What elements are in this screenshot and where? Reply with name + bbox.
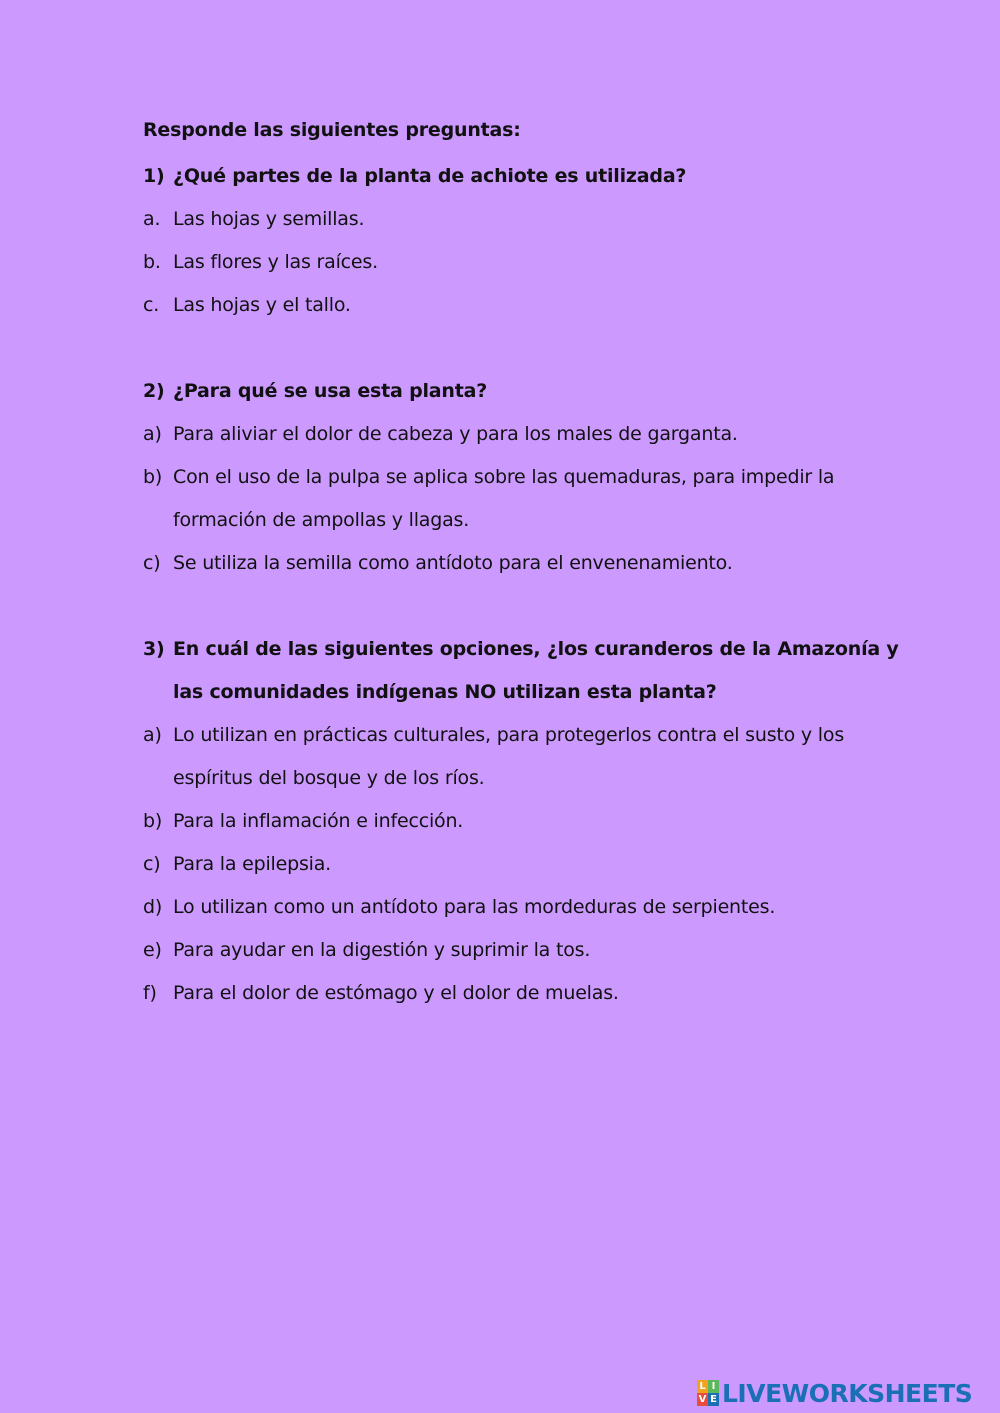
option-marker: e) <box>143 939 162 961</box>
question-3 <box>143 638 899 660</box>
question-number: 2) <box>143 380 165 402</box>
option-marker: a) <box>143 724 162 746</box>
option-text: Las hojas y el tallo. <box>173 294 351 316</box>
question-2 <box>143 380 487 402</box>
q3-option-c <box>143 853 331 875</box>
q2-option-c <box>143 552 733 574</box>
option-text: Las flores y las raíces. <box>173 251 378 273</box>
option-text: Para aliviar el dolor de cabeza y para los males de garganta. <box>173 423 738 445</box>
option-marker: c) <box>143 552 161 574</box>
option-text: Lo utilizan como un antídoto para las mordeduras de serpientes. <box>173 896 776 918</box>
question-3-continued: las comunidades indígenas NO utilizan esta planta? <box>173 681 717 703</box>
option-text: Para el dolor de estómago y el dolor de muelas. <box>173 982 619 1004</box>
question-text: ¿Qué partes de la planta de achiote es utilizada? <box>173 165 687 187</box>
question-number: 1) <box>143 165 165 187</box>
logo-letter: E <box>708 1393 719 1406</box>
logo-letter: I <box>708 1380 719 1393</box>
option-marker: c. <box>143 294 160 316</box>
q3-option-b <box>143 810 463 832</box>
option-text: Con el uso de la pulpa se aplica sobre las quemaduras, para impedir la <box>173 466 835 488</box>
q3-option-d <box>143 896 775 918</box>
question-number: 3) <box>143 638 165 660</box>
option-marker: b. <box>143 251 161 273</box>
option-marker: b) <box>143 466 163 488</box>
option-text: Para la inflamación e infección. <box>173 810 464 832</box>
q2-option-a <box>143 423 738 445</box>
option-text: Las hojas y semillas. <box>173 208 365 230</box>
logo-letter: L <box>697 1380 708 1393</box>
q1-option-b <box>143 251 378 273</box>
question-text: En cuál de las siguientes opciones, ¿los curanderos de la Amazonía y <box>173 638 899 660</box>
liveworksheets-logo-icon <box>697 1380 719 1406</box>
option-marker: f) <box>143 982 157 1004</box>
question-1 <box>143 165 686 187</box>
instructions-heading: Responde las siguientes preguntas: <box>143 119 521 141</box>
option-marker: d) <box>143 896 163 918</box>
option-text: Para ayudar en la digestión y suprimir la tos. <box>173 939 591 961</box>
logo-wordmark: LIVEWORKSHEETS <box>722 1378 973 1408</box>
q3-option-f <box>143 982 619 1004</box>
logo-letter: V <box>698 1394 707 1405</box>
option-text: Se utiliza la semilla como antídoto para el envenenamiento. <box>173 552 733 574</box>
option-marker: a) <box>143 423 162 445</box>
q1-option-c <box>143 294 351 316</box>
q2-option-b-continued: formación de ampollas y llagas. <box>173 509 470 531</box>
option-marker: c) <box>143 853 161 875</box>
liveworksheets-logo <box>697 1378 972 1408</box>
option-marker: b) <box>143 810 163 832</box>
q2-option-b <box>143 466 834 488</box>
option-marker: a. <box>143 208 161 230</box>
q3-option-e <box>143 939 590 961</box>
option-text: Para la epilepsia. <box>173 853 332 875</box>
q3-option-a-continued: espíritus del bosque y de los ríos. <box>173 767 485 789</box>
q3-option-a <box>143 724 844 746</box>
q1-option-a <box>143 208 364 230</box>
question-text: ¿Para qué se usa esta planta? <box>173 380 488 402</box>
option-text: Lo utilizan en prácticas culturales, para protegerlos contra el susto y los <box>173 724 845 746</box>
